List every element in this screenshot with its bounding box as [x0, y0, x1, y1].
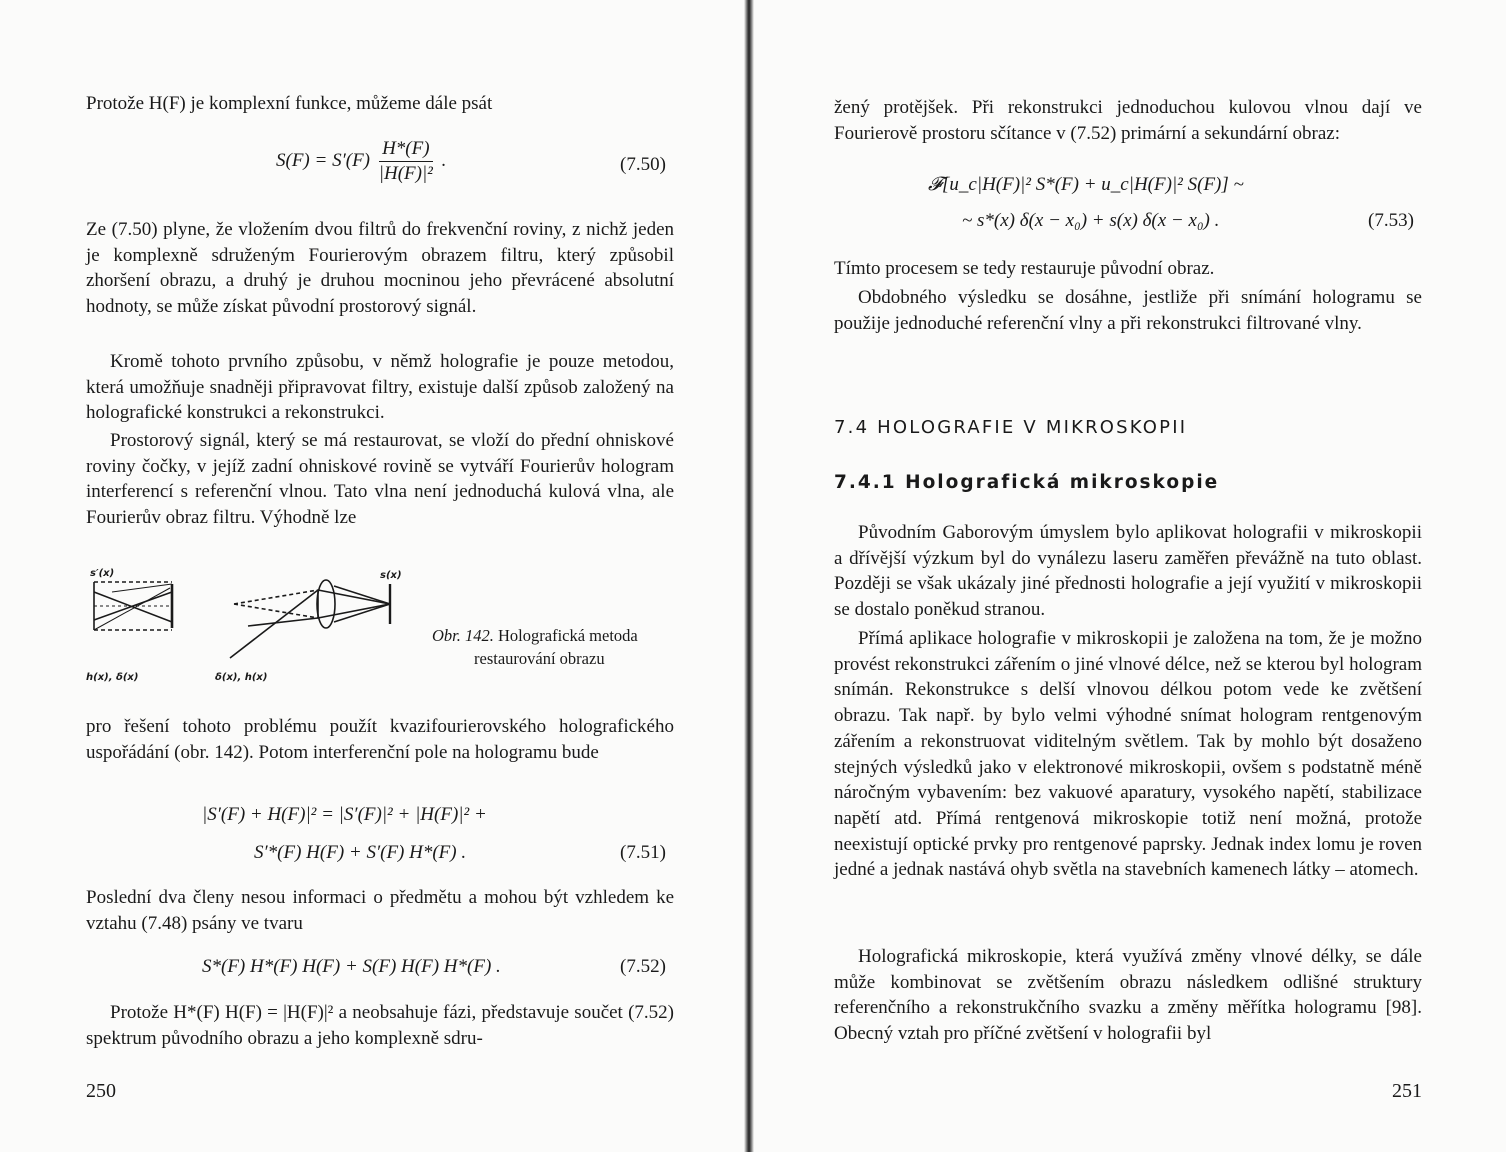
paragraph: Protože H*(F) H(F) = |H(F)|² a neobsahuje fázi, představuje součet (7.52) spektrum původního obrazu a jeho komplexně sdru-	[86, 1002, 674, 1049]
left-page	[0, 0, 748, 1152]
equation-7-51-line2: S′*(F) H(F) + S′(F) H*(F) .	[254, 842, 467, 863]
paragraph: Prostorový signál, který se má restaurovat, se vloží do přední ohniskové roviny čočky, v jejíž zadní ohniskové rovině se vytváří Fourierův hologram interferencí s referenční vlnou. Tato vlna není jednoduchá kulová vlna, ale Fourierův obraz filtru. Výhodně lze	[86, 430, 674, 529]
figure-label: δ(x), h(x)	[215, 672, 268, 683]
equation-7-53-line1: 𝓕[u_c|H(F)|² S*(F) + u_c|H(F)|² S(F)] ~	[928, 174, 1244, 195]
figure-142-diagram	[80, 560, 430, 690]
equation-label-7-50: (7.50)	[620, 154, 666, 175]
equation-label-7-51: (7.51)	[620, 842, 666, 863]
figure-label: s(x)	[380, 570, 402, 581]
equation-label-7-53: (7.53)	[1368, 210, 1414, 231]
right-page	[756, 0, 1506, 1152]
paragraph: Ze (7.50) plyne, že vložením dvou filtrů do frekvenční roviny, z nichž jeden je komplexně sdruženým Fourierovým obrazem filtru, který způsobil zhoršení obrazu, a druhý je druhou mocninou jeho převrácené absolutní hodnoty, se může získat původní prostorový signál.	[86, 219, 674, 318]
paragraph: Poslední dva členy nesou informaci o předmětu a mohou být vzhledem ke vztahu (7.48) psány ve tvaru	[86, 887, 674, 934]
equation-7-51-line1: |S′(F) + H(F)|² = |S′(F)|² + |H(F)|² +	[202, 804, 487, 825]
equation-7-52: S*(F) H*(F) H(F) + S(F) H(F) H*(F) .	[202, 956, 501, 977]
paragraph: Přímá aplikace holografie v mikroskopii je založena na tom, že je možno provést rekonstrukci zářením o jiné vlnové délce, než se kterou byl hologram snímán. Rekonstrukce s delší vlnovou délkou potom vede ke zvětšení obrazu. Tak např. by bylo velmi výhodné snímat hologram rentgenovým zářením a rekonstruovat viditelným světlem. Tak by mohlo být dosaženo stejných výsledků jako v elektronové mikroskopii, ovšem s podstatně méně náročným vybavením: bez vakuové aparatury, vysokého napětí, stabilizace napětí atd. Přímá rentgenová mikroskopie totiž není možná, protože neexistují optické prvky pro rentgenové paprsky. Jednak index lomu je roven jedné a jednak nastává ohyb světla na stavebních kamenech látky – atomech.	[834, 628, 1422, 881]
paragraph: Původním Gaborovým úmyslem bylo aplikovat holografii v mikroskopii a dřívější výzkum byl do vynálezu laseru zaměřen převážně na tuto oblast. Později se však ukázaly jiné přednosti holografie a její využití v mikroskopii se dostalo poněkud stranou.	[834, 522, 1422, 621]
subsection-title: 7.4.1 Holografická mikroskopie	[834, 472, 1220, 493]
paragraph: Tímto procesem se tedy restauruje původní obraz.	[834, 258, 1215, 279]
equation-7-53-line2: ~ s*(x) δ(x − x₀) + s(x) δ(x − x₀) .	[962, 210, 1220, 231]
intro-text: Protože H(F) je komplexní funkce, můžeme dále psát	[86, 93, 493, 114]
section-title: 7.4 HOLOGRAFIE V MIKROSKOPII	[834, 417, 1188, 438]
paragraph: Holografická mikroskopie, která využívá změny vlnové délky, se dále může kombinovat se zvětšením obrazu následkem odlišné struktury referenčního a rekonstrukčního svazku a změny měřítka hologramu [98]. Obecný vztah pro příčné zvětšení v holografii byl	[834, 946, 1422, 1045]
equation-7-50: S(F) = S′(F) $\frac{H*(F)}{\text{|H(F)|²}}$ .	[276, 138, 447, 184]
figure-caption: Obr. 142. Holografická metoda restaurování obrazu	[432, 626, 638, 668]
page-number: 251	[1392, 1080, 1422, 1102]
page-number: 250	[86, 1080, 116, 1102]
paragraph: Kromě tohoto prvního způsobu, v němž holografie je pouze metodou, která umožňuje snadněji připravovat filtry, existuje další způsob založený na holografické konstrukci a rekonstrukci.	[86, 351, 674, 424]
lens-shape	[317, 580, 335, 628]
paragraph: Obdobného výsledku se dosáhne, jestliže při snímání hologramu se použije jednoduché referenční vlny a při rekonstrukci filtrované vlny.	[834, 287, 1422, 334]
figure-label: s′(x)	[90, 568, 115, 579]
paragraph: pro řešení tohoto problému použít kvazifourierovského holografického uspořádání (obr. 142). Potom interferenční pole na hologramu bude	[86, 716, 674, 763]
equation-label-7-52: (7.52)	[620, 956, 666, 977]
figure-label: h(x), δ(x)	[86, 672, 139, 683]
paragraph: žený protějšek. Při rekonstrukci jednoduchou kulovou vlnou dají ve Fourierově prostoru sčítance v (7.52) primární a sekundární obraz:	[834, 97, 1422, 144]
